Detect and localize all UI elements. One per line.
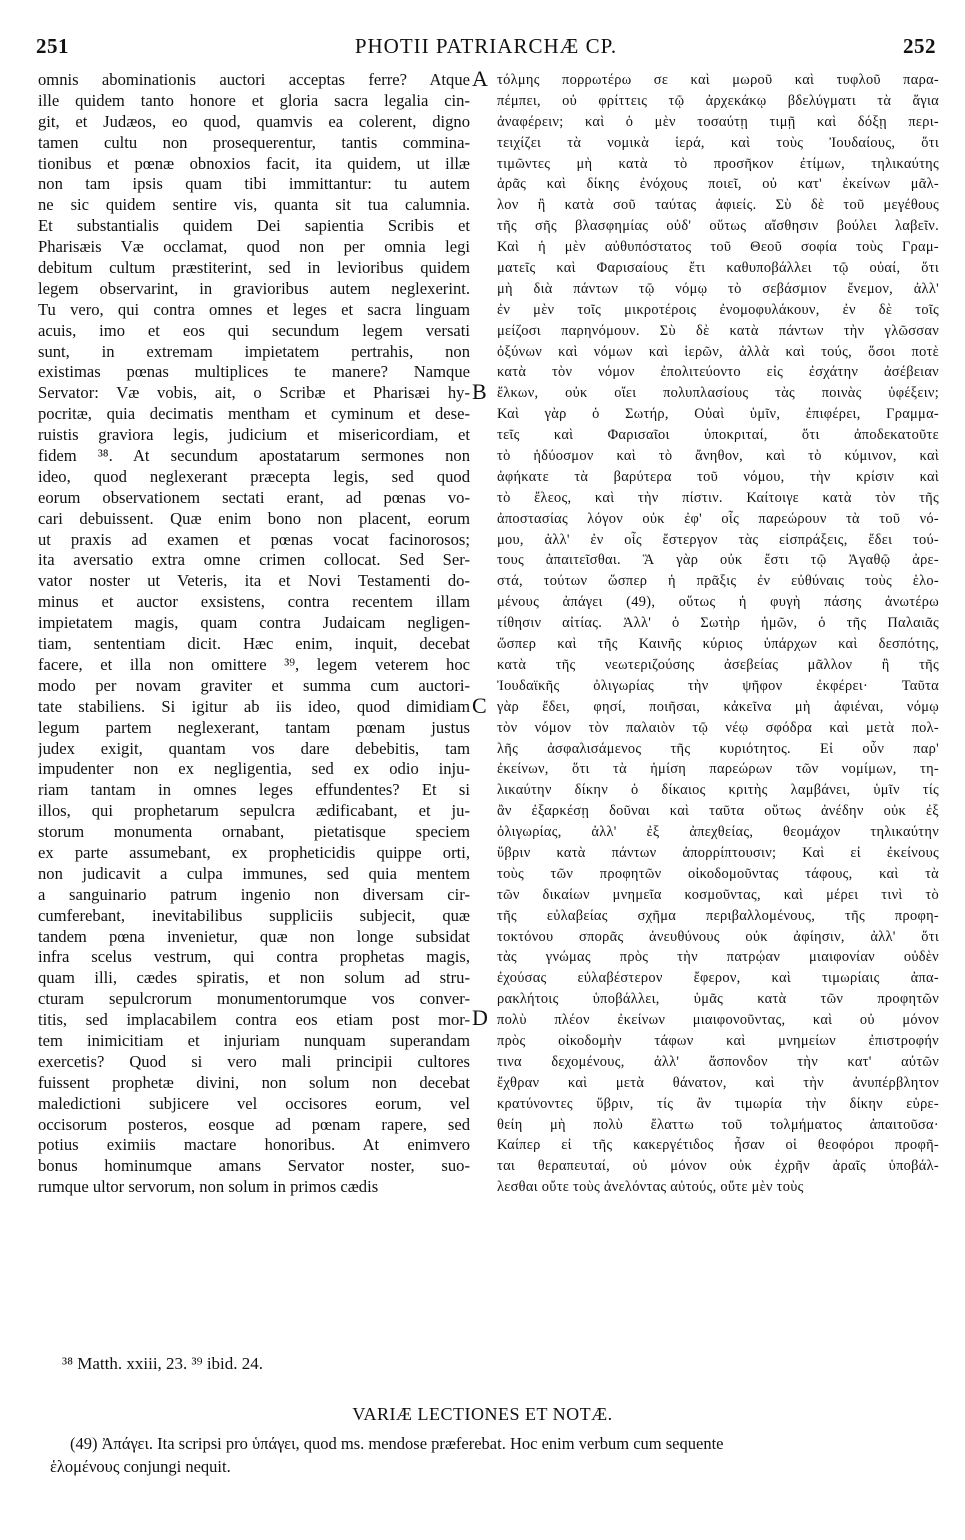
latin-text-line: fidem ³⁸. At secundum apostatarum sermones non [38,446,470,466]
greek-text-line: γὰρ ἔδει, φησί, ποιῆσαι, κἀκεῖνα μὴ ἀφιέναι, νόμῳ [497,698,939,715]
latin-text-line: legum partem neglexerant, tantam pœnam justus [38,717,470,737]
notes-body [50,1432,940,1478]
greek-text-line: τὸ ἔλεος, καὶ τὴν πίστιν. Καίτοιγε κατὰ τὸν τῆς [497,489,939,506]
greek-text-line: τὸν νόμον τὸν παλαιὸν τῷ νέῳ σφόδρα καὶ μετὰ πολ- [497,719,939,736]
latin-text-line: illos, qui prophetarum sepulcra ædificabant, et ju- [38,801,470,821]
page-number-right: 252 [903,34,936,58]
latin-text-line: tiam, sententiam dicit. Hæc enim, inquit, decebat [38,634,470,654]
greek-text-line: κατὰ τὸν νόμον ἐπολιτεύοντο εἰς ἐσχάτην ἀσέβειαν [497,364,939,381]
greek-text-line: ὥσπερ καὶ τῆς Καινῆς κύριος ὑπάρχων καὶ δεσπότης, [497,636,939,653]
latin-text-line: tate stabiliens. Si igitur ab iis ideo, quod dimidiam [38,696,470,716]
greek-text-line: τόλμης πορρωτέρω σε καὶ μωροῦ καὶ τυφλοῦ παρα- [497,72,939,88]
greek-text-line: κρατύνοντες ὕβριν, τίς ἂν τιμωρία τὴν δίκην εὑρε- [497,1095,939,1112]
greek-text-line: ἀρᾶς καὶ δίκης ἐνόχους ποιεῖ, οὐ κατ' ἐκείνων μᾶλ- [497,176,939,193]
latin-text-line: exercetis? Quod si vero mali principii cultores [38,1051,470,1071]
latin-text-line: ne sic quidem sentire vis, quanta sit tua calumnia. [38,195,470,215]
latin-text-line: git, et Judæos, eo quod, quamvis ea colerent, digno [38,111,470,131]
margin-marker-a: A [472,66,488,91]
latin-text-line: tem inimicitiam et injuriam nunquam superandam [38,1030,470,1050]
latin-text-line: omnis abominationis auctori acceptas ferre? Atque [38,70,470,89]
footnote: ³⁸ Matth. xxiii, 23. ³⁹ ibid. 24. [62,1354,264,1373]
latin-text-line: riam tantam in omnes leges effundentes? Et si [38,780,470,800]
margin-marker-d: D [472,1005,488,1030]
margin-marker-b: B [472,379,487,404]
latin-text-line: quam illi, cædes spiratis, et non solum ad stru- [38,968,470,988]
latin-text-line: cari debuissent. Quæ enim bono non placent, eorum [38,508,470,528]
latin-text-line: facere, et illa non omittere ³⁹, legem veterem hoc [38,654,470,674]
greek-text-line: κατὰ τῆς νεωτεριζούσης ἀσεβείας μᾶλλον ἢ τῆς [497,656,939,673]
page-number-left: 251 [36,34,69,58]
latin-text-line: Tu vero, qui contra omnes et leges et sacra linguam [38,299,470,319]
latin-text-line: Servator: Væ vobis, ait, o Scribæ et Pharisæi hy- [38,383,470,403]
greek-text-line: Καὶ γὰρ ὁ Σωτήρ, Οὐαὶ ὑμῖν, ἐπιφέρει, Γραμμα- [497,406,939,423]
latin-text-line: Pharisæis Væ occlamat, quod non per omnia legi [38,237,470,257]
latin-text-line: sunt, in extremam impietatem pertrahis, non [38,341,470,361]
greek-text-line: λῆς ἀσφαλισάμενος τῆς κυριότητος. Εἰ οὖν παρ' [497,740,939,757]
latin-text-line: titis, sed implacabilem contra eos etiam post mor- [38,1010,470,1030]
latin-text-line: pocritæ, quia decimatis mentham et cyminum et dese- [38,404,470,424]
greek-text-line: τους ἀπαιτεῖσθαι. Ἃ γὰρ οὐκ ἔστι τῷ Ἀγαθῷ ἀρε- [497,552,939,569]
latin-text-line: rumque ultor servorum, non solum in primos cædis [38,1177,379,1197]
greek-text-line: Καὶ ἡ μὲν αὐθυπόστατος τοῦ Θεοῦ σοφία τοὺς Γραμ- [497,239,939,256]
greek-text-line: ται θεραπευταί, οὐ μόνον οὐκ ἐχρῆν ἀραῖς ὑποβάλ- [497,1158,939,1175]
greek-text-line: τιμῶντες μὴ κατὰ τὸ προσῆκον ἐτίμων, τηλικαύτης [497,155,939,172]
latin-text-line: non tam ipsis quam tibi immittantur: tu autem [38,174,470,194]
greek-text-line: λεσθαι οὔτε τοὺς ἀνελόντας αὐτούς, οὔτε μὲν τοὺς [497,1179,804,1196]
latin-text-line: ita aversatio extra omne crimen collocat. Sed Ser- [38,550,470,570]
greek-text-line: τὰς γνώμας πρὸς τὴν πατρῴαν μιαιφονίαν οὐδὲν [497,949,939,966]
latin-text-line: impudenter non ex negligentia, sed ex odio inju- [38,759,470,779]
greek-text-line: ἔχθραν καὶ μετὰ θάνατον, καὶ τὴν ἀνυπέρβλητον [497,1074,939,1091]
latin-text-line: ruistis graviora legis, judicium et misericordiam, et [38,425,470,445]
notes-heading: VARIÆ LECTIONES ET NOTÆ. [352,1404,613,1424]
latin-text-line: maledictioni subjicere vel occisores eorum, vel [38,1093,470,1113]
greek-text-line: τῶν δικαίων μνημεῖα κοσμοῦντας, καὶ μέρει τινὶ τὸ [497,886,939,903]
latin-text-line: eorum observationem sectati erant, ad pœnas vo- [38,487,470,507]
latin-text-line: cumferebant, inevitabilibus suppliciis subjecit, quæ [38,905,470,925]
greek-text-line: ἀποστασίας λόγον οὐκ ἐφ' οἷς παρεώρουν τὰ τοῦ νό- [497,510,939,527]
greek-text-line: ἕλκων, οὐκ οἴει πολυπλασίους τὰς ποινὰς ὑφέξειν; [497,385,939,402]
greek-text-line: θείη μὴ πολὺ ἔλαττω τοῦ τολμήματος ἀπαιτοῦσα· [497,1116,939,1133]
latin-text-line: tionibus et pœnæ obnoxios facit, ita quidem, ut illæ [38,153,470,173]
greek-text-line: ἐκείνων, ὅτι τὰ ἡμίση παρεώρων τῶν νομίμων, τη- [497,761,939,778]
latin-text-line: ille quidem tanto honore et gloria sacra legalia cin- [38,90,470,110]
latin-text-line: existimas pœnas multiplices te manere? Namque [38,362,470,382]
running-title: PHOTII PATRIARCHÆ CP. [354,34,618,58]
greek-text-line: πολὺ πλέον ἐκείνων μιαιφονοῦντας, καὶ οὐ μόνον [497,1012,939,1029]
greek-text-line: τῆς σῆς βλασφημίας οὐδ' οὕτως αἴσθησιν βούλει λαβεῖν. [497,218,939,235]
note-49-continuation: ἑλομένους conjungi nequit. [50,1457,231,1476]
latin-text-line: potius eximiis mactare honoribus. At enimvero [38,1135,470,1155]
latin-text-line: ideo, quod neglexerant præcepta legis, sed quod [38,466,470,486]
greek-text-line: τινα δεχομένους, ἀλλ' ἄσπονδον τὴν κατ' αὐτῶν [497,1053,939,1070]
greek-text-line: ρακλήτοις ὑποβάλλει, ὑμᾶς κατὰ τῶν προφητῶν [497,991,939,1008]
greek-text-line: τεῖς καὶ Φαρισαῖοι ὑποκριταί, ὅτι ἀποδεκατοῦτε [497,427,939,444]
latin-text-line: Et substantialis quidem Dei sapientia Scribis et [38,216,470,236]
latin-text-line: tamen cultu non prosequerentur, tantis commina- [38,132,470,152]
latin-text-line: non judicavit a culpa immunes, sed quia mentem [38,863,470,883]
latin-text-line: fuissent prophetæ divini, non solum non decebat [38,1072,470,1092]
latin-text-line: acuis, imo et eos qui secundum legem versati [38,320,470,340]
latin-text-line: modo per novam graviter et summa cum auctori- [38,675,470,695]
greek-text-line: τῆς εὐλαβείας σχῆμα περιβαλλομένους, τῆς προφη- [497,907,939,924]
greek-text-line: τὸ ἡδύοσμον καὶ τὸ ἄνηθον, καὶ τὸ κύμινον, καὶ [497,448,939,465]
latin-text-line: legem observarint, in gravioribus autem neglexerint. [38,278,470,298]
latin-text-line: infra scelus vestrum, qui contra prophetas magis, [38,947,470,967]
latin-text-line: vator noster ut Veteris, ita et Novi Testamenti do- [38,571,470,591]
margin-marker-c: C [472,693,487,718]
latin-text-line: debitum cultum præstiterint, sed in levioribus quidem [38,258,470,278]
greek-text-line: τοὺς τῶν προφητῶν οἰκοδομοῦντας τάφους, καὶ τὰ [497,865,939,882]
greek-text-line: στά, τούτων ὥσπερ ἡ πρᾶξις ἐν εὐθύναις τοὺς ἑλο- [497,573,939,590]
greek-text-line: μένους ἀπάγει (49), οὕτως ἡ φυγὴ πάσης ἀνωτέρω [497,594,939,611]
greek-text-line: ἂν ἐξαρκέσῃ δοῦναι καὶ ταῦτα οὕτως ἀνέδην οὐκ ἐξ [497,803,939,820]
latin-text-line: judex exigit, quantam vos dare debebitis, tam [38,738,470,758]
latin-text-line: a sanguinario patrum ingenio non diversam cir- [38,884,470,904]
page-header [36,34,936,60]
greek-text-line: πέμπει, οὐ φρίττεις τῷ ἀρχεκάκῳ βδελύγματι τὰ ἅγια [497,92,939,109]
greek-column [497,70,939,1198]
greek-text-line: τίθησιν αἰτίας. Ἀλλ' ὁ Σωτὴρ ἡμῶν, ὁ τῆς Παλαιᾶς [497,615,939,632]
latin-text-line: ex parte assumebant, ex propheticidis quippe orti, [38,842,470,862]
greek-text-line: ἐν μὲν τοῖς μικροτέροις ἐνομοφυλάκουν, ἐν δὲ τοῖς [497,301,939,318]
greek-text-line: ἐχούσας εὐλαβέστερον ἔφερον, καὶ τιμωρίαις ἀπα- [497,970,939,987]
latin-text-line: storum monumenta ornabant, pietatisque speciem [38,822,470,842]
latin-column [38,70,470,1198]
greek-text-line: ὀξύνων καὶ νόμων καὶ ἱερῶν, ἀλλὰ καὶ τούς, ὅσοι ποτὲ [497,343,939,360]
greek-text-line: λον ἢ κατὰ σοῦ ταύτας ἀφιείς. Σὺ δὲ τοῦ μεγέθους [497,197,939,214]
greek-text-line: Ἰουδαϊκῆς ὀλιγωρίας τὴν ψῆφον ἐκφέρει· Ταῦτα [497,677,939,694]
greek-text-line: ἀφήκατε τὰ βαρύτερα τοῦ νόμου, τὴν κρίσιν καὶ [497,468,939,485]
latin-text-line: minus et auctor exsistens, contra recentem illam [38,592,470,612]
greek-text-line: τειχίζει τὰ νομικὰ ἱερά, καὶ τοὺς Ἰουδαίους, ὅτι [497,134,939,151]
greek-text-line: μὴ διὰ πάντων τῷ νόμῳ τὸ σεβάσμιον ἔνεμον, ἀλλ' [497,280,939,297]
greek-text-line: μείζοσι παρηνόμουν. Σὺ δὲ κατὰ πάντων τὴν γλῶσσαν [497,322,939,339]
greek-text-line: Καίπερ εἰ τῆς κακεργέτιδος ἦσαν οἱ θεοφόροι προφῆ- [497,1137,939,1154]
greek-text-line: πρὸς οἰκοδομὴν τάφων καὶ μνημείων ἐπιστροφήν [497,1032,939,1049]
greek-text-line: ματεῖς καὶ Φαρισαίους ἔτι καθυποβάλλει τῷ οὐαί, ὅτι [497,260,939,277]
latin-text-line: occisorum posteros, eosque ad pœnam rapere, sed [38,1114,470,1134]
latin-text-line: cturam sepulcrorum monumentorumque vos conver- [38,989,470,1009]
note-49-line: (49) Ἀπάγει. Ita scripsi pro ὑπάγει, quod ms. mendose præferebat. Hoc enim verbum cum sequente [70,1434,724,1453]
greek-text-line: λικαύτην δίκην ὁ δίκαιος κριτὴς λαμβάνει, ὑμῖν τίς [497,782,939,799]
greek-text-line: ἀναφέρειν; καὶ ὁ μὲν τοσαύτῃ τιμῇ καὶ δόξῃ περι- [497,113,939,130]
latin-text-line: impietatem magis, quam contra Judaicam negligen- [38,613,470,633]
greek-text-line: ὕβριν κατὰ πάντων ἀπορρίπτουσιν; Καὶ εἰ ἐκείνους [497,844,939,861]
greek-text-line: τοκτόνου σπορᾶς ἀνευθύνους οὐκ ἀφίησιν, ἀλλ' ὅτι [497,928,939,945]
greek-text-line: ὀλιγωρίας, ἀλλ' ἐξ ἀπεχθείας, θεομάχον τηλικαύτην [497,824,939,841]
greek-text-line: μου, ἀλλ' ἐν οἷς ἔστεργον τὰς εἰσπράξεις, ἔδει τού- [497,531,939,548]
latin-text-line: bonus hominumque amans Servator noster, suo- [38,1156,470,1176]
latin-text-line: ut praxis ad examen et pœnas vocat facinorosos; [38,529,470,549]
latin-text-line: tandem pœna invenietur, quæ non longe subsidat [38,926,470,946]
